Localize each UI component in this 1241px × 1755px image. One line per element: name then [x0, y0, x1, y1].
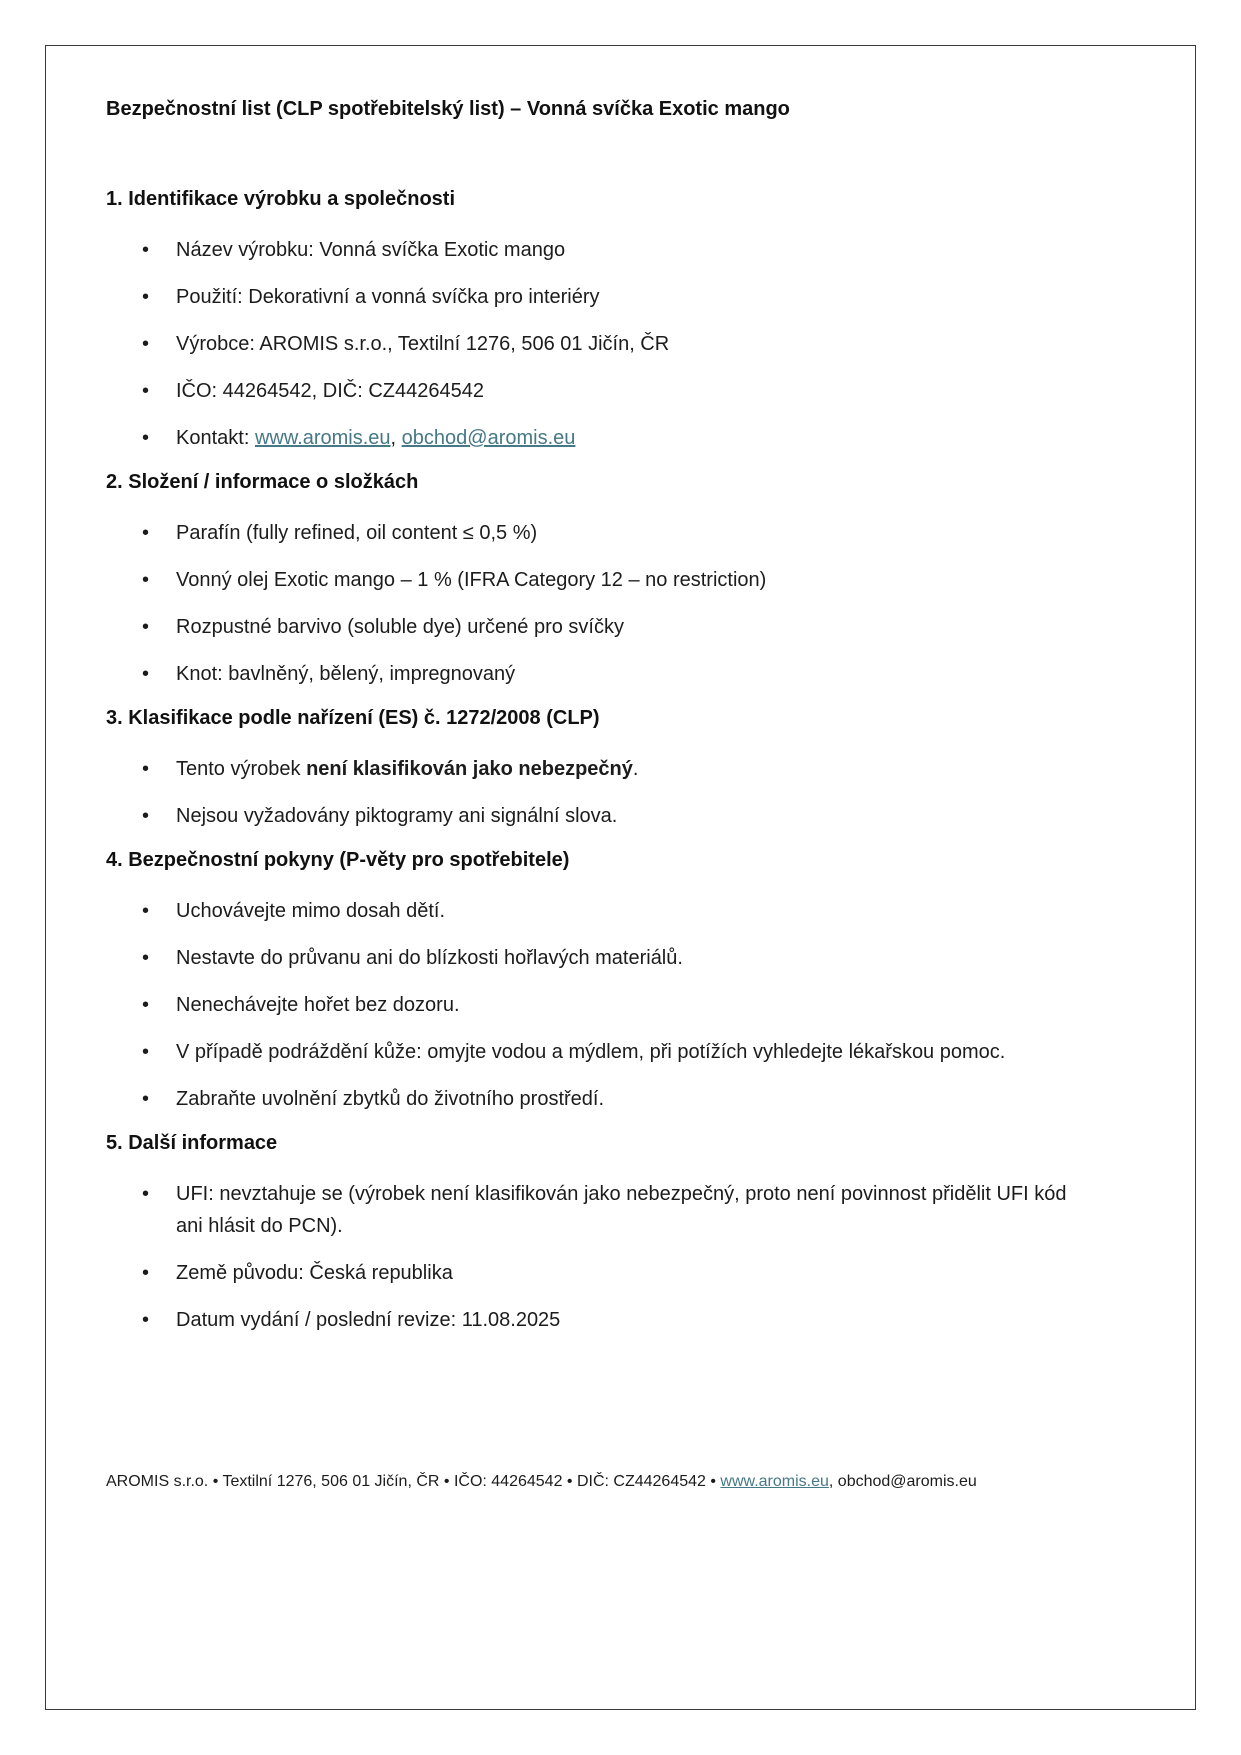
text-run: Nenechávejte hořet bez dozoru.: [176, 994, 460, 1016]
list-item: [106, 895, 1091, 927]
text-run: Země původu: Česká republika: [176, 1262, 453, 1284]
text-run: Výrobce: AROMIS s.r.o., Textilní 1276, 506 01 Jičín, ČR: [176, 333, 670, 355]
text-run: Zabraňte uvolnění zbytků do životního prostředí.: [176, 1088, 605, 1110]
list-item: [106, 564, 1091, 596]
bullet-list: [106, 895, 1135, 1115]
list-item: [106, 942, 1091, 974]
list-item: [106, 1178, 1091, 1242]
list-item: [106, 234, 1091, 266]
list-item: [106, 1257, 1091, 1289]
section-heading: 2. Složení / informace o složkách: [106, 471, 419, 493]
text-run: V případě podráždění kůže: omyjte vodou a mýdlem, při potížích vyhledejte lékařskou pomoc.: [176, 1041, 1006, 1063]
hyperlink[interactable]: www.aromis.eu: [720, 1473, 829, 1490]
text-run: IČO: 44264542, DIČ: CZ44264542: [176, 380, 484, 402]
list-item: [106, 517, 1091, 549]
text-run: , obchod@aromis.eu: [828, 1473, 977, 1490]
bullet-list: [106, 234, 1135, 454]
document-title: Bezpečnostní list (CLP spotřebitelský list) – Vonná svíčka Exotic mango: [106, 98, 790, 120]
document-footer: [106, 1471, 1135, 1493]
list-item: [106, 753, 1091, 785]
list-item: [106, 1036, 1091, 1068]
text-run: Tento výrobek: [176, 758, 307, 780]
list-item: [106, 611, 1091, 643]
text-run: Datum vydání / poslední revize: 11.08.2025: [176, 1309, 561, 1331]
list-item: [106, 422, 1091, 454]
list-item: [106, 328, 1091, 360]
emphasis-text: není klasifikován jako nebezpečný: [306, 758, 633, 780]
text-run: Název výrobku: Vonná svíčka Exotic mango: [176, 239, 566, 261]
hyperlink[interactable]: www.aromis.eu: [254, 427, 391, 449]
text-run: Nestavte do průvanu ani do blízkosti hořlavých materiálů.: [176, 947, 683, 969]
text-run: Uchovávejte mimo dosah dětí.: [176, 900, 446, 922]
list-item: [106, 800, 1091, 832]
section-heading: 5. Další informace: [106, 1132, 278, 1154]
text-run: ,: [390, 427, 402, 449]
section-heading: 3. Klasifikace podle nařízení (ES) č. 1272/2008 (CLP): [106, 707, 600, 729]
list-item: [106, 658, 1091, 690]
hyperlink[interactable]: obchod@aromis.eu: [401, 427, 576, 449]
text-run: Knot: bavlněný, bělený, impregnovaný: [176, 663, 516, 685]
text-run: Nejsou vyžadovány piktogramy ani signální slova.: [176, 805, 618, 827]
list-item: [106, 1304, 1091, 1336]
section-heading: 1. Identifikace výrobku a společnosti: [106, 188, 456, 210]
list-item: [106, 1083, 1091, 1115]
bullet-list: [106, 1178, 1135, 1336]
document-body: [106, 186, 1135, 1336]
text-run: AROMIS s.r.o. • Textilní 1276, 506 01 Jičín, ČR • IČO: 44264542 • DIČ: CZ44264542 •: [106, 1473, 721, 1490]
list-item: [106, 989, 1091, 1021]
document-page: [45, 45, 1196, 1710]
text-run: UFI: nevztahuje se (výrobek není klasifikován jako nebezpečný, proto není povinnost přidělit UFI kód ani hlásit do PCN).: [176, 1183, 1067, 1237]
text-run: Kontakt:: [176, 427, 255, 449]
text-run: Vonný olej Exotic mango – 1 % (IFRA Category 12 – no restriction): [176, 569, 767, 591]
text-run: Parafín (fully refined, oil content ≤ 0,5 %): [176, 522, 538, 544]
bullet-list: [106, 753, 1135, 832]
text-run: Použití: Dekorativní a vonná svíčka pro interiéry: [176, 286, 600, 308]
text-run: Rozpustné barvivo (soluble dye) určené pro svíčky: [176, 616, 624, 638]
section-heading: 4. Bezpečnostní pokyny (P-věty pro spotřebitele): [106, 849, 570, 871]
bullet-list: [106, 517, 1135, 690]
list-item: [106, 375, 1091, 407]
text-run: .: [632, 758, 639, 780]
list-item: [106, 281, 1091, 313]
